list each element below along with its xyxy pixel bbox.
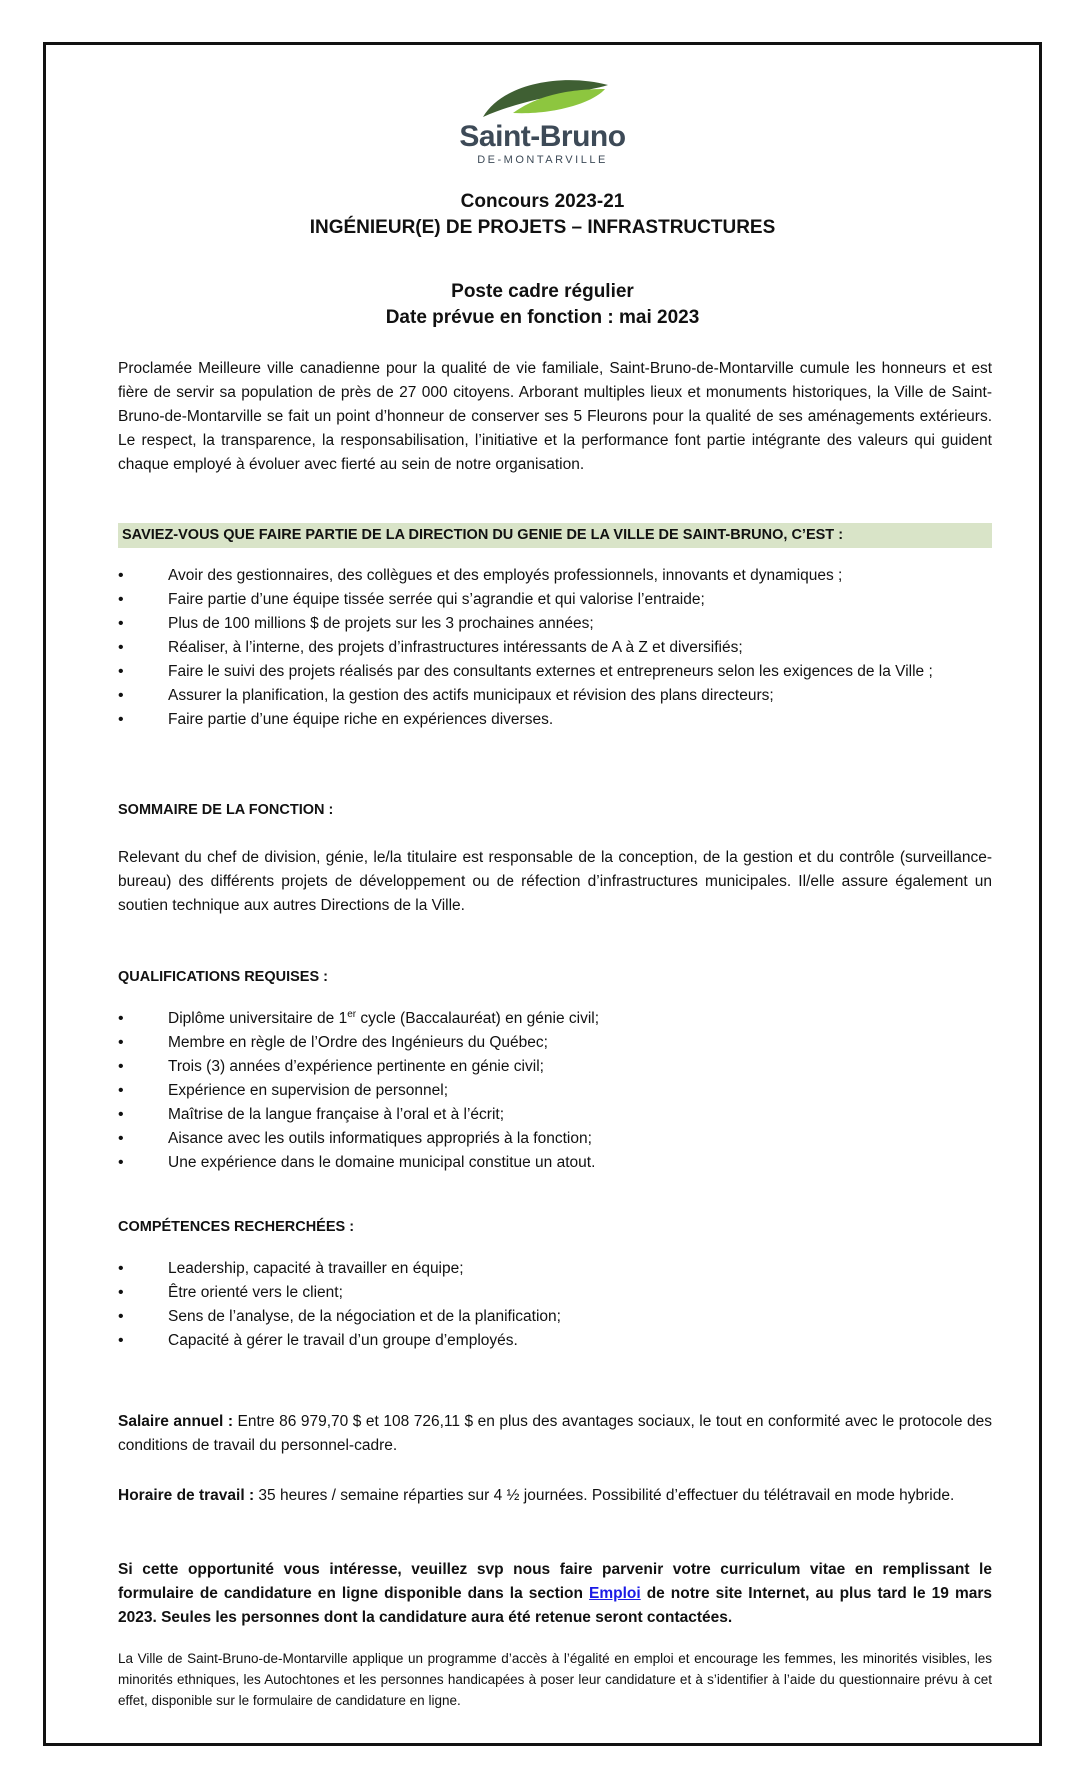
salary-section xyxy=(118,1410,992,1458)
leaf-icon xyxy=(473,73,613,121)
logo-subtitle: DE-MONTARVILLE xyxy=(477,154,608,166)
equity-section xyxy=(118,1648,992,1711)
intro-paragraph: Proclamée Meilleure ville canadienne pour la qualité de vie familiale, Saint-Bruno-de-Montarville cumule les honneurs et est fière de servir sa population de près de 27 000 citoyens. Arborant multiples lieux et monuments historiques, la Ville de Saint-Bruno-de-Montarville se fait un point d’honneur de conserver ses 5 Fleurons pour la qualité de ses aménagements extérieurs. Le respect, la transparence, la responsabilisation, l’initiative et la performance font partie intégrante des valeurs qui guident chaque employé à évoluer avec fierté au sein de notre organisation. xyxy=(118,360,992,473)
qualifications-heading: QUALIFICATIONS REQUISES : xyxy=(118,969,328,985)
list-item: • Faire le suivi des projets réalisés par des consultants externes et entrepreneurs selon les exigences de la Ville ; xyxy=(118,660,992,684)
list-item: • Membre en règle de l’Ordre des Ingénieurs du Québec; xyxy=(118,1031,992,1055)
list-item: • Faire partie d’une équipe tissée serrée qui s’agrandie et qui valorise l’entraide; xyxy=(118,588,992,612)
position-details xyxy=(46,279,1039,331)
page-frame xyxy=(43,42,1042,1746)
list-item: • Trois (3) années d’expérience pertinente en génie civil; xyxy=(118,1055,992,1079)
qualifications-list xyxy=(118,1007,992,1175)
list-item: • Capacité à gérer le travail d’un groupe d’employés. xyxy=(118,1329,992,1353)
list-item: • Expérience en supervision de personnel; xyxy=(118,1079,992,1103)
schedule-section xyxy=(118,1484,992,1508)
skills-heading: COMPÉTENCES RECHERCHÉES : xyxy=(118,1219,355,1235)
list-item: • Avoir des gestionnaires, des collègues et des employés professionnels, innovants et dynamiques ; xyxy=(118,564,992,588)
highlight-band: SAVIEZ-VOUS QUE FAIRE PARTIE DE LA DIRECTION DU GENIE DE LA VILLE DE SAINT-BRUNO, C’EST : xyxy=(118,523,992,548)
equity-paragraph: La Ville de Saint-Bruno-de-Montarville applique un programme d’accès à l’égalité en emploi et encourage les femmes, les minorités visibles, les minorités ethniques, les Autochtones et les personnes handicapées à poser leur candidature et à s’identifier à l’aide du questionnaire prévu à cet effet, disponible sur le formulaire de candidature en ligne. xyxy=(118,1651,992,1708)
list-item: • Assurer la planification, la gestion des actifs municipaux et révision des plans directeurs; xyxy=(118,684,992,708)
list-item: • Réaliser, à l’interne, des projets d’infrastructures intéressants de A à Z et diversifiés; xyxy=(118,636,992,660)
start-date: Date prévue en fonction : mai 2023 xyxy=(385,307,700,328)
list-item: • Plus de 100 millions $ de projets sur les 3 prochaines années; xyxy=(118,612,992,636)
skills-list xyxy=(118,1257,992,1353)
position-type: Poste cadre régulier xyxy=(451,281,634,302)
list-item: • Leadership, capacité à travailler en équipe; xyxy=(118,1257,992,1281)
qualifications-section xyxy=(118,965,992,1175)
summary-section xyxy=(118,798,992,918)
intro-section xyxy=(118,357,992,477)
schedule-paragraph: Horaire de travail : 35 heures / semaine réparties sur 4 ½ journées. Possibilité d’effectuer du télétravail en mode hybride. xyxy=(118,1487,955,1504)
list-item: • Sens de l’analyse, de la négociation et de la planification; xyxy=(118,1305,992,1329)
list-item: • Être orienté vers le client; xyxy=(118,1281,992,1305)
highlight-list xyxy=(118,564,992,732)
list-item: • Aisance avec les outils informatiques appropriés à la fonction; xyxy=(118,1127,992,1151)
skills-section xyxy=(118,1215,992,1353)
apply-paragraph: Si cette opportunité vous intéresse, veuillez svp nous faire parvenir votre curriculum vitae en remplissant le formulaire de candidature en ligne disponible dans la section Emploi de notre site Internet, au plus tard le 19 mars 2023. Seules les personnes dont la candidature aura été retenue seront contactées. xyxy=(118,1561,992,1626)
position-title: INGÉNIEUR(E) DE PROJETS – INFRASTRUCTURES xyxy=(309,217,776,238)
apply-section xyxy=(118,1558,992,1630)
logo-name: Saint-Bruno xyxy=(459,120,626,153)
city-logo xyxy=(46,73,1039,193)
highlight-section xyxy=(118,523,992,732)
list-item: • Une expérience dans le domaine municipal constitue un atout. xyxy=(118,1151,992,1175)
list-item: • Diplôme universitaire de 1er cycle (Baccalauréat) en génie civil; xyxy=(118,1007,992,1031)
list-item: • Faire partie d’une équipe riche en expériences diverses. xyxy=(118,708,992,732)
contest-title xyxy=(46,189,1039,241)
contest-number: Concours 2023-21 xyxy=(460,191,625,212)
emploi-link[interactable]: Emploi xyxy=(589,1585,641,1602)
summary-heading: SOMMAIRE DE LA FONCTION : xyxy=(118,802,334,818)
summary-paragraph: Relevant du chef de division, génie, le/la titulaire est responsable de la conception, de la gestion et du contrôle (surveillance-bureau) des différents projets de développement ou de réfection d’infrastructures municipales. Il/elle assure également un soutien technique aux autres Directions de la Ville. xyxy=(118,849,992,914)
list-item: • Maîtrise de la langue française à l’oral et à l’écrit; xyxy=(118,1103,992,1127)
salary-paragraph: Salaire annuel : Entre 86 979,70 $ et 108 726,11 $ en plus des avantages sociaux, le tout en conformité avec le protocole des conditions de travail du personnel-cadre. xyxy=(118,1413,992,1454)
